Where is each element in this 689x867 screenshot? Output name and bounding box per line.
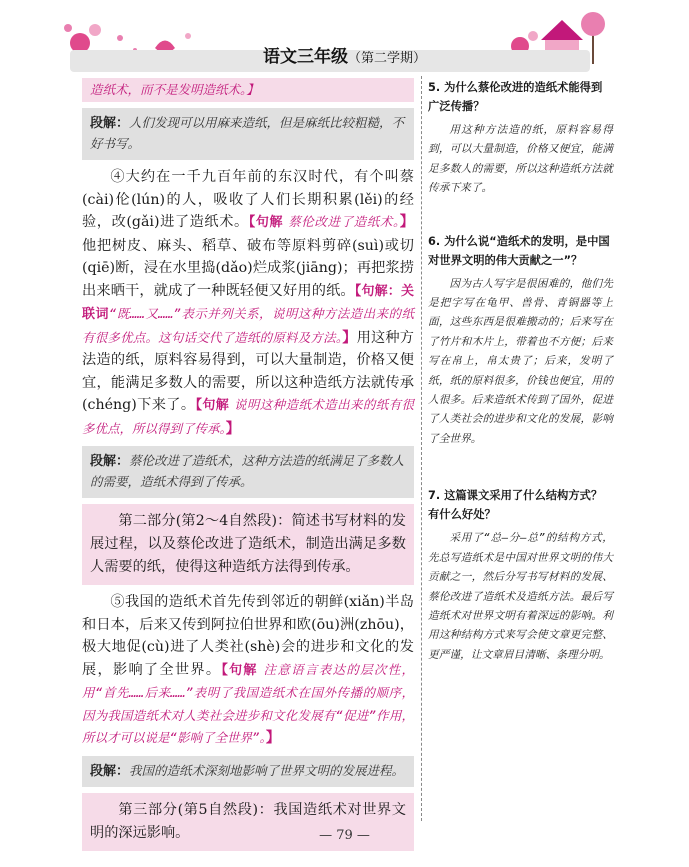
paragraph-5: [82, 591, 414, 750]
column-divider: [421, 76, 422, 821]
section-summary-2: [82, 504, 414, 585]
summary-text: 我国的造纸术深刻地影响了世界文明的发展进程。: [129, 762, 405, 778]
page-number: — 79 —: [319, 828, 370, 843]
paragraph-summary-2: [82, 446, 414, 498]
summary-label: 段解：: [90, 763, 130, 779]
page-title: [0, 42, 689, 67]
sentence-note: 说明这种造纸术造出来的纸有很多优点，所以得到了传承。: [82, 397, 414, 436]
para4-text-3: 用这种方法造的纸，原料容易得到，可以大量制造，价格又便宜，能满足多数人的需要，所以这种造纸方法就传承(chéng)下来了。: [82, 329, 414, 413]
summary-text: 人们发现可以用麻来造纸，但是麻纸比较粗糙，不好书写。: [90, 115, 405, 151]
continued-text: [90, 80, 406, 100]
continued-annotation: 造纸术，而不是发明造纸术。】: [90, 82, 259, 97]
answer-7: 采用了“总—分—总”的结构方式，先总写造纸术是中国对世界文明的伟大贡献之一，然后分写书写材料的发展、蔡伦改进了造纸术及造纸方法。最后写造纸术对世界文明有着深远的影响。利用这种结构方式来写会使文章更完整、更严谨，让文章眉目清晰、条理分明。: [428, 531, 613, 661]
sentence-note: 蔡伦改进了造纸术。: [288, 214, 400, 229]
sentence-note: 注意语言表达的层次性，用“首先……后来……”表明了我国造纸术在国外传播的顺序，因为我国造纸术对人类社会进步和文化发展有“促进”作用，所以才可以说是“影响了全世界”。: [82, 661, 414, 745]
answer-5: 用这种方法造的纸，原料容易得到，可以大量制造，价格又便宜，能满足多数人的需要，所以这种造纸方法就传承下来了。: [428, 123, 613, 195]
page-header: [0, 0, 689, 78]
paragraph-summary-1: [82, 108, 414, 160]
sentence-note-tag: 【句解: [221, 662, 258, 678]
paragraph-summary-3: [82, 756, 414, 787]
sentence-note-tag: 【句解: [195, 398, 230, 413]
question-6: 6. 为什么说“造纸术的发明，是中国对世界文明的伟大贡献之一”？: [428, 234, 610, 267]
bracket-close: 】: [225, 420, 240, 437]
para4-text-2: 他把树皮、麻头、稻草、破布等原料剪碎(suì)或切(qiē)断，浸在水里捣(dǎo)烂成浆(jiāng)；再把浆捞出来晒干，就成了一种既轻便又好用的纸。: [82, 237, 414, 299]
para5-text: ⑤我国的造纸术首先传到邻近的朝鲜(xiǎn)半岛和日本，后来又传到阿拉伯世界和欧(ōu)洲(zhōu)，极大地促(cù)进了人类社(shè)会的进步和文化的发展，影响了全世界。: [82, 594, 414, 678]
summary-label: 段解：: [90, 454, 130, 469]
continued-box: [82, 78, 414, 102]
answer-6: 因为古人写字是很困难的，他们先是把字写在龟甲、兽骨、青铜器等上面，这些东西是很难搬动的；后来写在了竹片和木片上，带着也不方便；后来写在帛上，帛太贵了；后来，发明了纸，纸的原料很多，价钱也便宜，用的人很多。后来造纸术传到了国外，促进了人类社会的进步和文化的发展，影响了全世界。: [428, 276, 613, 445]
right-column: [428, 78, 613, 664]
sentence-note-tag: 【句解：关联词: [82, 283, 414, 322]
summary-text: 蔡伦改进了造纸术，这种方法造的纸满足了多数人的需要，造纸术得到了传承。: [90, 453, 405, 489]
section-summary-text: 第二部分(第2～4自然段)：简述书写材料的发展过程，以及蔡伦改进了造纸术，制造出满足多数人需要的纸，使得这种造纸方法得到传承。: [90, 513, 406, 575]
para4-text-1: ④大约在一千九百年前的东汉时代，有个叫蔡(cài)伦(lún)的人，吸收了人们长期积累(lěi)的经验，改(gǎi)进了造纸术。: [82, 169, 414, 230]
sentence-note-tag: 【句解: [248, 215, 284, 230]
summary-label: 段解：: [90, 116, 130, 131]
bracket-close: 】: [265, 730, 281, 746]
title-text: 语文三年级: [262, 47, 348, 67]
section-summary-text: 第三部分(第5自然段)：我国造纸术对世界文明的深远影响。: [90, 801, 406, 841]
paragraph-4: ④大约在一千九百年前的东汉时代，有个叫蔡(cài)伦(lún)的人，吸收了人们长期积累(lěi)的经验，改(gǎi)进了造纸术。【句解 蔡伦改进了造纸术。】他把树皮、麻头、稻草、破布等原料剪碎(suì)或切(qiē)断，浸在水里捣(dǎo)烂成浆(jiāng)；再把浆捞出来晒干，就成了一种既轻便又好用的纸。【句解：关联词“既……又……”表示并列关系，说明这种方法造出来的纸有很多优点。这句话交代了造纸的原料及方法。】用这种方法造的纸，原料容易得到，可以大量制造，价格又便宜，能满足多数人的需要，所以这种造纸方法就传承(chéng)下来了。【句解 说明这种造纸术造出来的纸有很多优点，所以得到了传承。】: [82, 169, 414, 437]
question-7: 7. 这篇课文采用了什么结构方式？有什么好处？: [428, 489, 603, 522]
question-5: 5. 为什么蔡伦改进的造纸术能得到广泛传播？: [428, 81, 603, 113]
sentence-note: “既……又……”表示并列关系，说明这种方法造出来的纸有很多优点。这句话交代了造纸的原料及方法。: [82, 306, 414, 345]
subtitle-text: （第二学期）: [347, 51, 426, 66]
left-column: [82, 78, 414, 851]
